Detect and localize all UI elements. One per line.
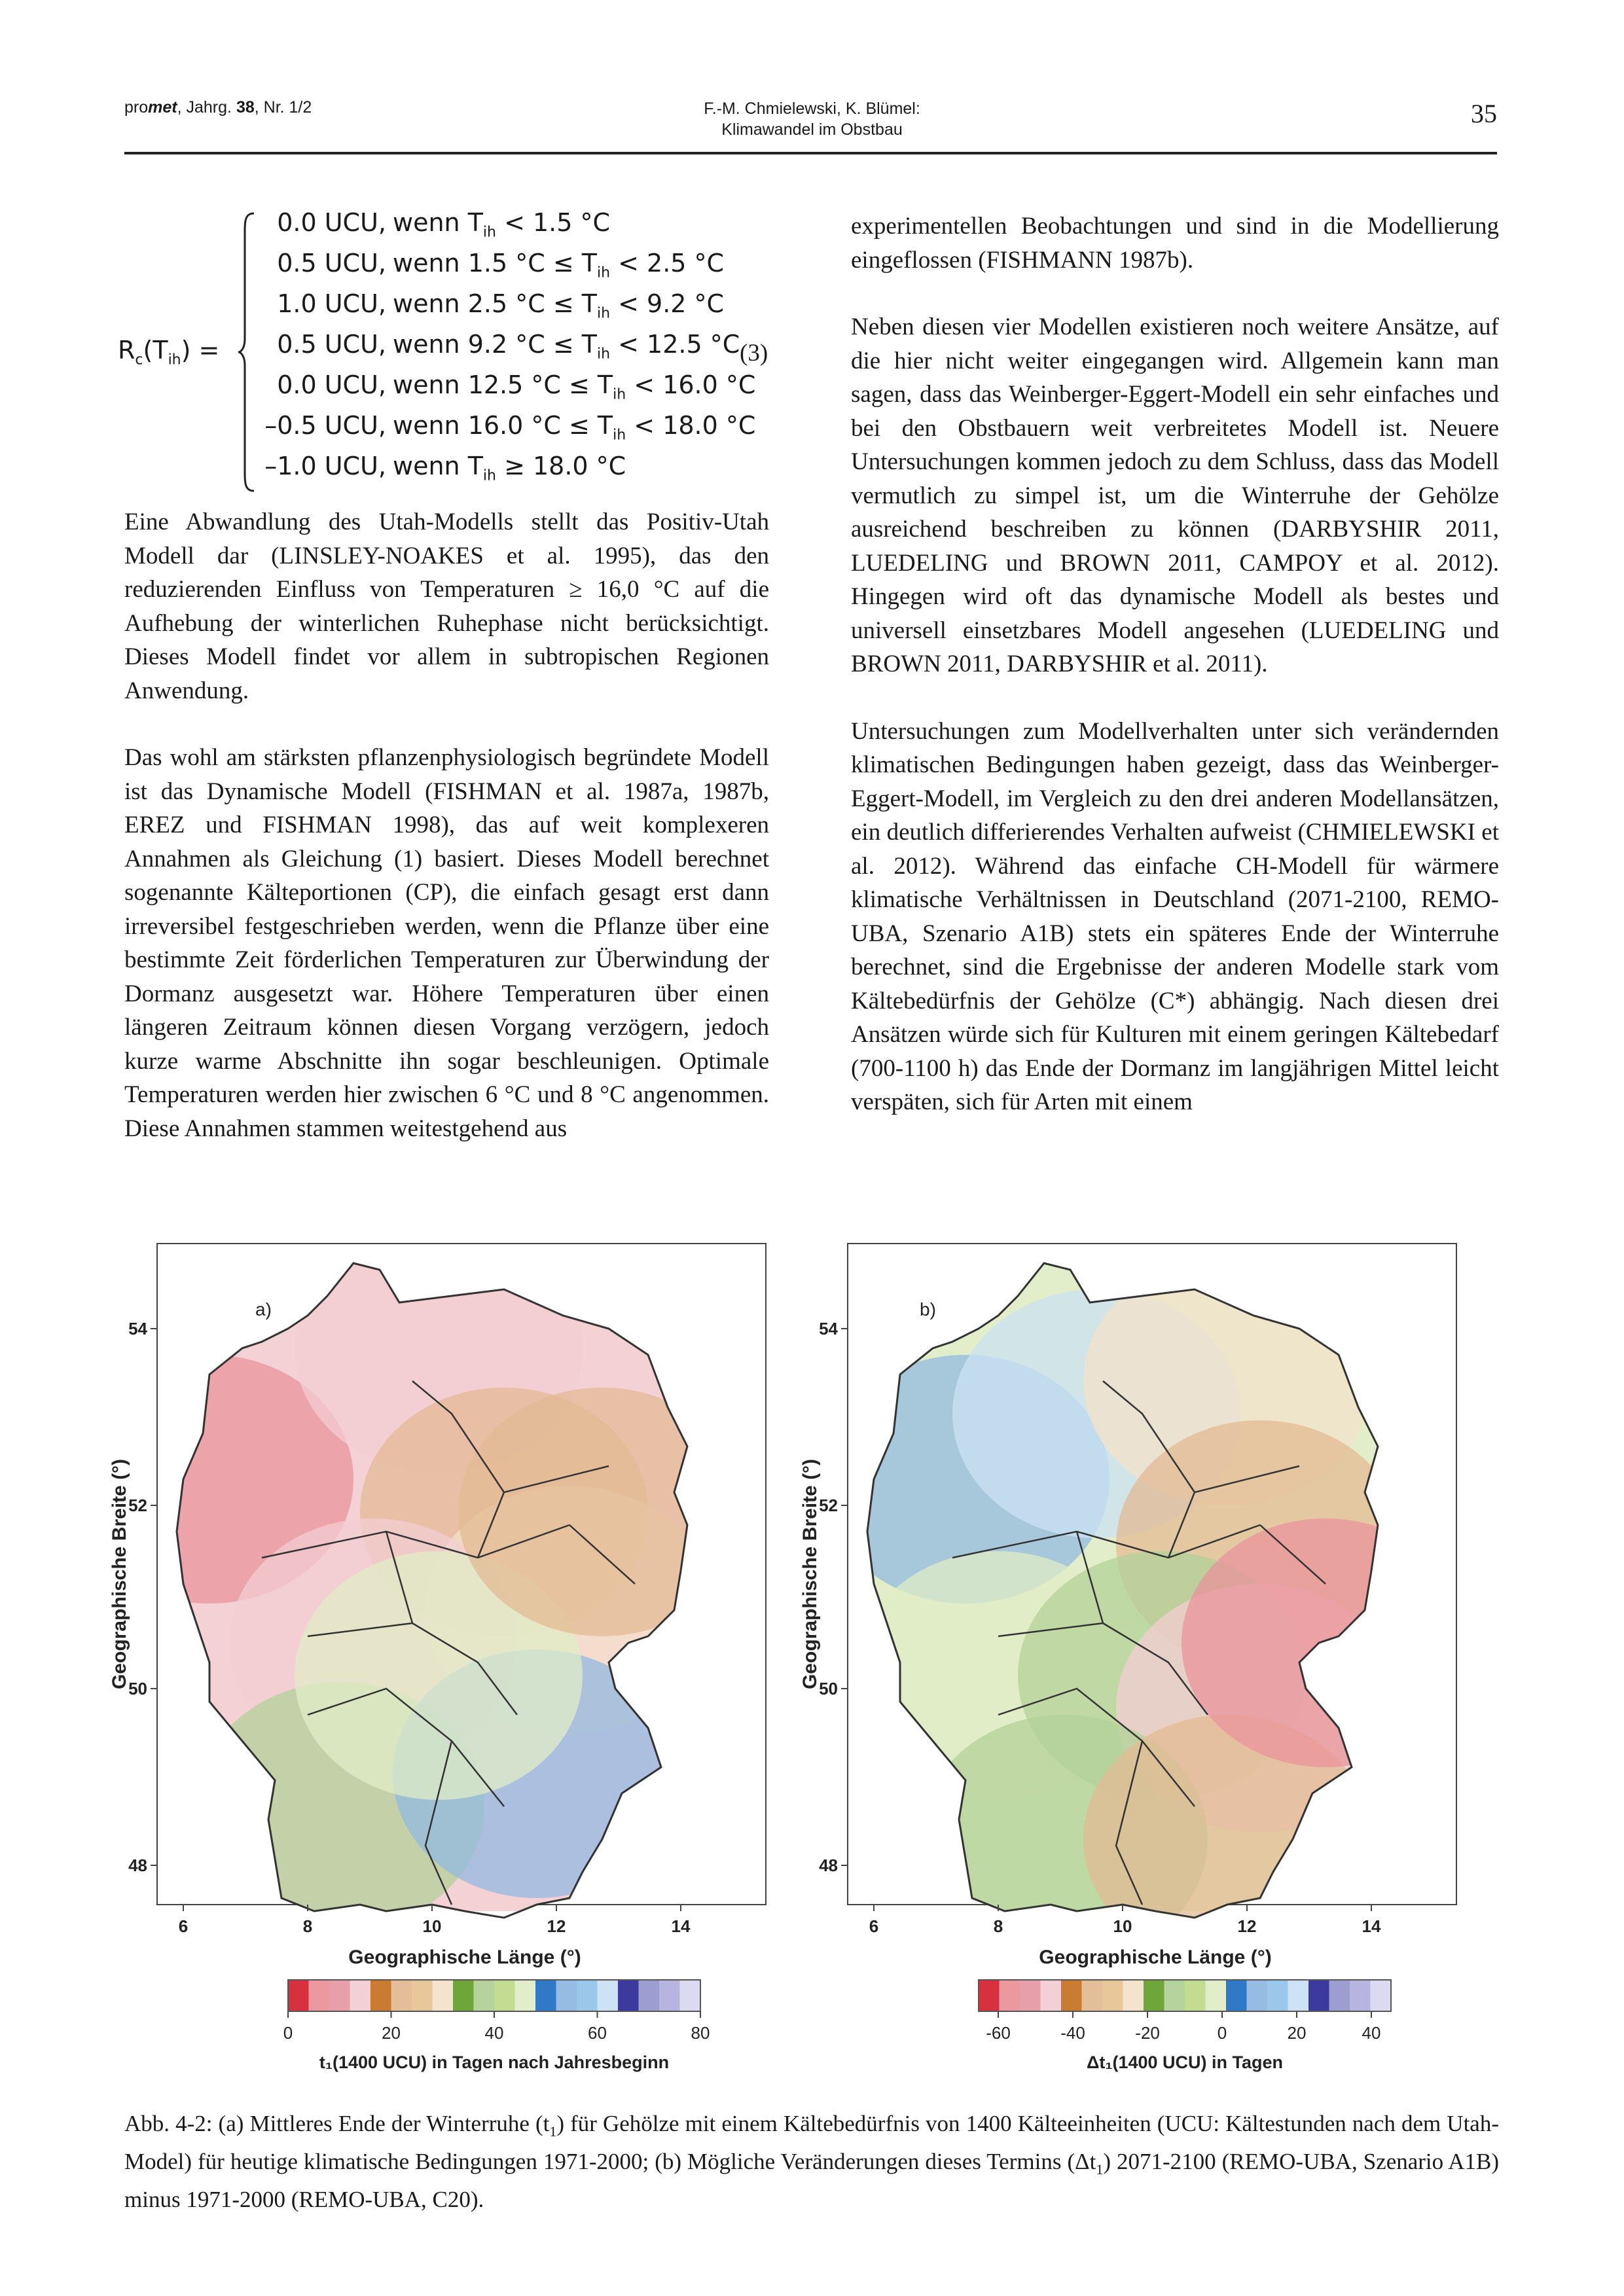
y-axis-label: Geographische Breite (°) bbox=[799, 1458, 821, 1690]
colorbar-swatch bbox=[1288, 1980, 1309, 2011]
colorbar-swatch bbox=[1144, 1980, 1164, 2011]
colorbar-swatch bbox=[1000, 1980, 1020, 2011]
colorbar-swatch bbox=[618, 1980, 639, 2011]
colorbar-swatch bbox=[309, 1980, 330, 2011]
equation-case: –0.5 UCU, wenn 16.0 $^\circ C \le T_{ih} < 18.0$ °C bbox=[264, 411, 756, 444]
y-tick-label: 52 bbox=[128, 1496, 147, 1515]
colorbar-swatch bbox=[1308, 1980, 1329, 2011]
text-column-left bbox=[124, 505, 769, 1179]
figure-caption: Abb. 4-2: (a) Mittleres Ende der Winterruhe $(t_1)$ für Gehölze mit einem Kältebedürfnis von 1400 Kälteeinheiten (UCU: Kältestunden nach dem Utah-Model) für heutige klimatische Bedingungen 1971-2000; (b) Mögliche Veränderungen dieses Termins $(\Delta t_1)$ 2071-2100 (REMO-UBA, Szenario A1B) minus 1971-2000 (REMO-UBA, C20). bbox=[124, 2111, 1499, 2212]
x-tick-label: 14 bbox=[1362, 1916, 1381, 1936]
colorbar-swatch bbox=[1247, 1980, 1268, 2011]
colorbar-swatch bbox=[639, 1980, 660, 2011]
running-head-journal: promet, Jahrg. 38, Nr. 1/2 bbox=[124, 98, 312, 117]
equation-case: 0.5 UCU, wenn 1.5 $^\circ C \le T_{ih} < 2.5$ °C bbox=[277, 249, 725, 281]
page-number: 35 bbox=[1471, 99, 1497, 128]
colorbar-swatch bbox=[453, 1980, 474, 2011]
y-tick-label: 50 bbox=[819, 1679, 838, 1698]
colorbar-swatch bbox=[1329, 1980, 1350, 2011]
y-tick-label: 48 bbox=[128, 1856, 147, 1875]
equation-case: 0.0 UCU, wenn 12.5 $^\circ C \le T_{ih} < 16.0$ °C bbox=[277, 370, 756, 403]
colorbar-swatch bbox=[1102, 1980, 1123, 2011]
equation-number: (3) bbox=[740, 340, 768, 367]
equation-case: 0.5 UCU, wenn 9.2 $^\circ C \le T_{ih} < 12.5$ °C bbox=[277, 330, 740, 363]
colorbar-swatch bbox=[1371, 1980, 1392, 2011]
colorbar-tick-label: -20 bbox=[1135, 2023, 1160, 2043]
colorbar-swatch bbox=[329, 1980, 350, 2011]
colorbar-swatch bbox=[474, 1980, 495, 2011]
colorbar-tick-label: -40 bbox=[1060, 2023, 1085, 2043]
equation-case: 1.0 UCU, wenn 2.5 $^\circ C \le T_{ih} < 9.2$ °C bbox=[277, 289, 725, 322]
colorbar-swatch bbox=[979, 1980, 1000, 2011]
y-tick-label: 54 bbox=[819, 1319, 838, 1338]
equation-lhs: $R_c(T_{ih})$ = bbox=[118, 336, 220, 368]
running-head-title: Klimawandel im Obstbau bbox=[721, 120, 903, 139]
colorbar-label: Δt₁(1400 UCU) in Tagen bbox=[1086, 2053, 1284, 2072]
x-tick-label: 6 bbox=[178, 1916, 189, 1936]
colorbar-tick-label: -60 bbox=[986, 2023, 1011, 2043]
paragraph: Neben diesen vier Modellen existieren noch weitere Ansätze, auf die hier nicht weiter eingegangen wird. Allgemein kann man sagen, dass das Weinberger-Eggert-Modell ein sehr einfaches und bei den Obstbauern weit verbreitetes Modell ist. Neuere Untersuchungen kommen jedoch zu dem Schluss, dass das Modell vermutlich zu simpel ist, um die Winterruhe der Gehölze ausreichend beschreiben zu können (DARBYSHIR 2011, LUEDELING und BROWN 2011, CAMPOY et al. 2012). Hingegen wird oft das dynamische Modell als bestes und universell einsetzbares Modell angesehen (LUEDELING und BROWN 2011, DARBYSHIR et al. 2011). bbox=[851, 314, 1499, 677]
colorbar-label: t₁(1400 UCU) in Tagen nach Jahresbeginn bbox=[319, 2053, 670, 2072]
y-tick-label: 48 bbox=[819, 1856, 838, 1875]
colorbar-swatch bbox=[1123, 1980, 1144, 2011]
colorbar-swatch bbox=[1041, 1980, 1062, 2011]
map-panel-a bbox=[111, 1217, 779, 2088]
colorbar-swatch bbox=[515, 1980, 536, 2011]
paragraph: Das wohl am stärksten pflanzenphysiologisch begründete Modell ist das Dynamische Modell (FISHMAN et al. 1987a, 1987b, EREZ und FISHMAN 1998), das auf weit komplexeren Annahmen als Gleichung (1) basiert. Dieses Modell berechnet sogenannte Kälteportionen (CP), die einfach gesagt erst dann irreversibel festgeschrieben werden, wenn die Pflanze über eine bestimmte Zeit förderlichen Temperaturen zur Überwindung der Dormanz ausgesetzt war. Höhere Temperaturen über einen längeren Zeitraum können diesen Vorgang verzögern, jedoch kurze warme Abschnitte ihn sogar beschleunigen. Optimale Temperaturen werden hier zwischen 6 °C und 8 °C angenommen. Diese Annahmen stammen weitestgehend aus bbox=[124, 744, 769, 1142]
map-panel-b bbox=[799, 1217, 1470, 2088]
colorbar-tick-label: 60 bbox=[588, 2023, 607, 2043]
x-tick-label: 12 bbox=[1237, 1916, 1257, 1936]
y-tick-label: 52 bbox=[819, 1496, 838, 1515]
y-tick-label: 54 bbox=[128, 1319, 147, 1338]
colorbar-swatch bbox=[1020, 1980, 1041, 2011]
colorbar-tick-label: 0 bbox=[283, 2023, 293, 2043]
text-column-right bbox=[851, 209, 1499, 1153]
x-tick-label: 10 bbox=[1113, 1916, 1132, 1936]
colorbar-swatch bbox=[391, 1980, 412, 2011]
colorbar-swatch bbox=[598, 1980, 619, 2011]
colorbar-swatch bbox=[1350, 1980, 1371, 2011]
paragraph: Eine Abwandlung des Utah-Modells stellt das Positiv-Utah Modell dar (LINSLEY-NOAKES et al. 1995), das den reduzierenden Einfluss von Temperaturen ≥ 16,0 °C auf die Aufhebung der winterlichen Ruhephase nicht berücksichtigt. Dieses Modell findet vor allem in subtropischen Regionen Anwendung. bbox=[124, 509, 769, 704]
colorbar-swatch bbox=[1061, 1980, 1082, 2011]
running-head-article bbox=[0, 98, 1624, 140]
x-tick-label: 8 bbox=[302, 1916, 313, 1936]
colorbar-swatch bbox=[350, 1980, 371, 2011]
x-axis-label: Geographische Länge (°) bbox=[348, 1946, 581, 1968]
y-tick-label: 50 bbox=[128, 1679, 147, 1698]
colorbar-tick-label: 0 bbox=[1217, 2023, 1227, 2043]
equation-case: 0.0 UCU, wenn $T_{ih} < 1.5$ °C bbox=[277, 208, 611, 241]
colorbar-swatch bbox=[659, 1980, 680, 2011]
x-tick-label: 10 bbox=[422, 1916, 442, 1936]
colorbar-swatch bbox=[1226, 1980, 1247, 2011]
header-rule bbox=[124, 152, 1497, 154]
colorbar-swatch bbox=[370, 1980, 391, 2011]
colorbar-swatch bbox=[1164, 1980, 1185, 2011]
equation-case: –1.0 UCU, wenn $T_{ih} \ge 18.0$ °C bbox=[264, 452, 626, 484]
colorbar-tick-label: 20 bbox=[382, 2023, 401, 2043]
colorbar-swatch bbox=[556, 1980, 577, 2011]
equation-brace bbox=[237, 208, 257, 496]
panel-label: b) bbox=[920, 1299, 936, 1319]
colorbar-swatch bbox=[1185, 1980, 1206, 2011]
colorbar-swatch bbox=[288, 1980, 309, 2011]
colorbar-swatch bbox=[1267, 1980, 1288, 2011]
colorbar-swatch bbox=[412, 1980, 433, 2011]
colorbar-swatch bbox=[577, 1980, 598, 2011]
colorbar-swatch bbox=[680, 1980, 701, 2011]
colorbar-tick-label: 80 bbox=[691, 2023, 710, 2043]
x-tick-label: 6 bbox=[869, 1916, 879, 1936]
equation-3 bbox=[118, 208, 779, 496]
x-tick-label: 14 bbox=[671, 1916, 691, 1936]
colorbar-tick-label: 20 bbox=[1287, 2023, 1307, 2043]
x-tick-label: 8 bbox=[993, 1916, 1003, 1936]
colorbar-swatch bbox=[494, 1980, 515, 2011]
panel-label: a) bbox=[255, 1299, 272, 1319]
paragraph: Untersuchungen zum Modellverhalten unter sich verändernden klimatischen Bedingungen haben gezeigt, dass das Weinberger-Eggert-Modell, im Vergleich zu den drei anderen Modellansätzen, ein deutlich differierendes Verhalten aufweist (CHMIELEWSKI et al. 2012). Während das einfache CH-Modell für wärmere klimatische Verhältnissen in Deutschland (2071-2100, REMO-UBA, Szenario A1B) stets ein späteres Ende der Winterruhe berechnet, sind die Ergebnisse der anderen Modelle stark vom Kältebedürfnis der Gehölze (C*) abhängig. Nach diesen drei Ansätzen würde sich für Kulturen mit einem geringen Kältebedarf (700-1100 h) das Ende der Dormanz im langjährigen Mittel leicht verspäten, sich für Arten mit einem bbox=[851, 717, 1499, 1115]
colorbar-swatch bbox=[535, 1980, 556, 2011]
colorbar-swatch bbox=[1082, 1980, 1103, 2011]
running-head-authors: F.-M. Chmielewski, K. Blümel: bbox=[704, 99, 920, 118]
colorbar-swatch bbox=[1206, 1980, 1227, 2011]
colorbar-swatch bbox=[433, 1980, 454, 2011]
x-tick-label: 12 bbox=[547, 1916, 566, 1936]
colorbar-tick-label: 40 bbox=[484, 2023, 504, 2043]
equation-cases bbox=[255, 208, 755, 492]
x-axis-label: Geographische Länge (°) bbox=[1039, 1946, 1272, 1968]
y-axis-label: Geographische Breite (°) bbox=[109, 1458, 130, 1690]
paragraph: experimentellen Beobachtungen und sind in die Modellierung eingeflossen (FISHMANN 1987b). bbox=[851, 213, 1499, 274]
colorbar-tick-label: 40 bbox=[1362, 2023, 1381, 2043]
